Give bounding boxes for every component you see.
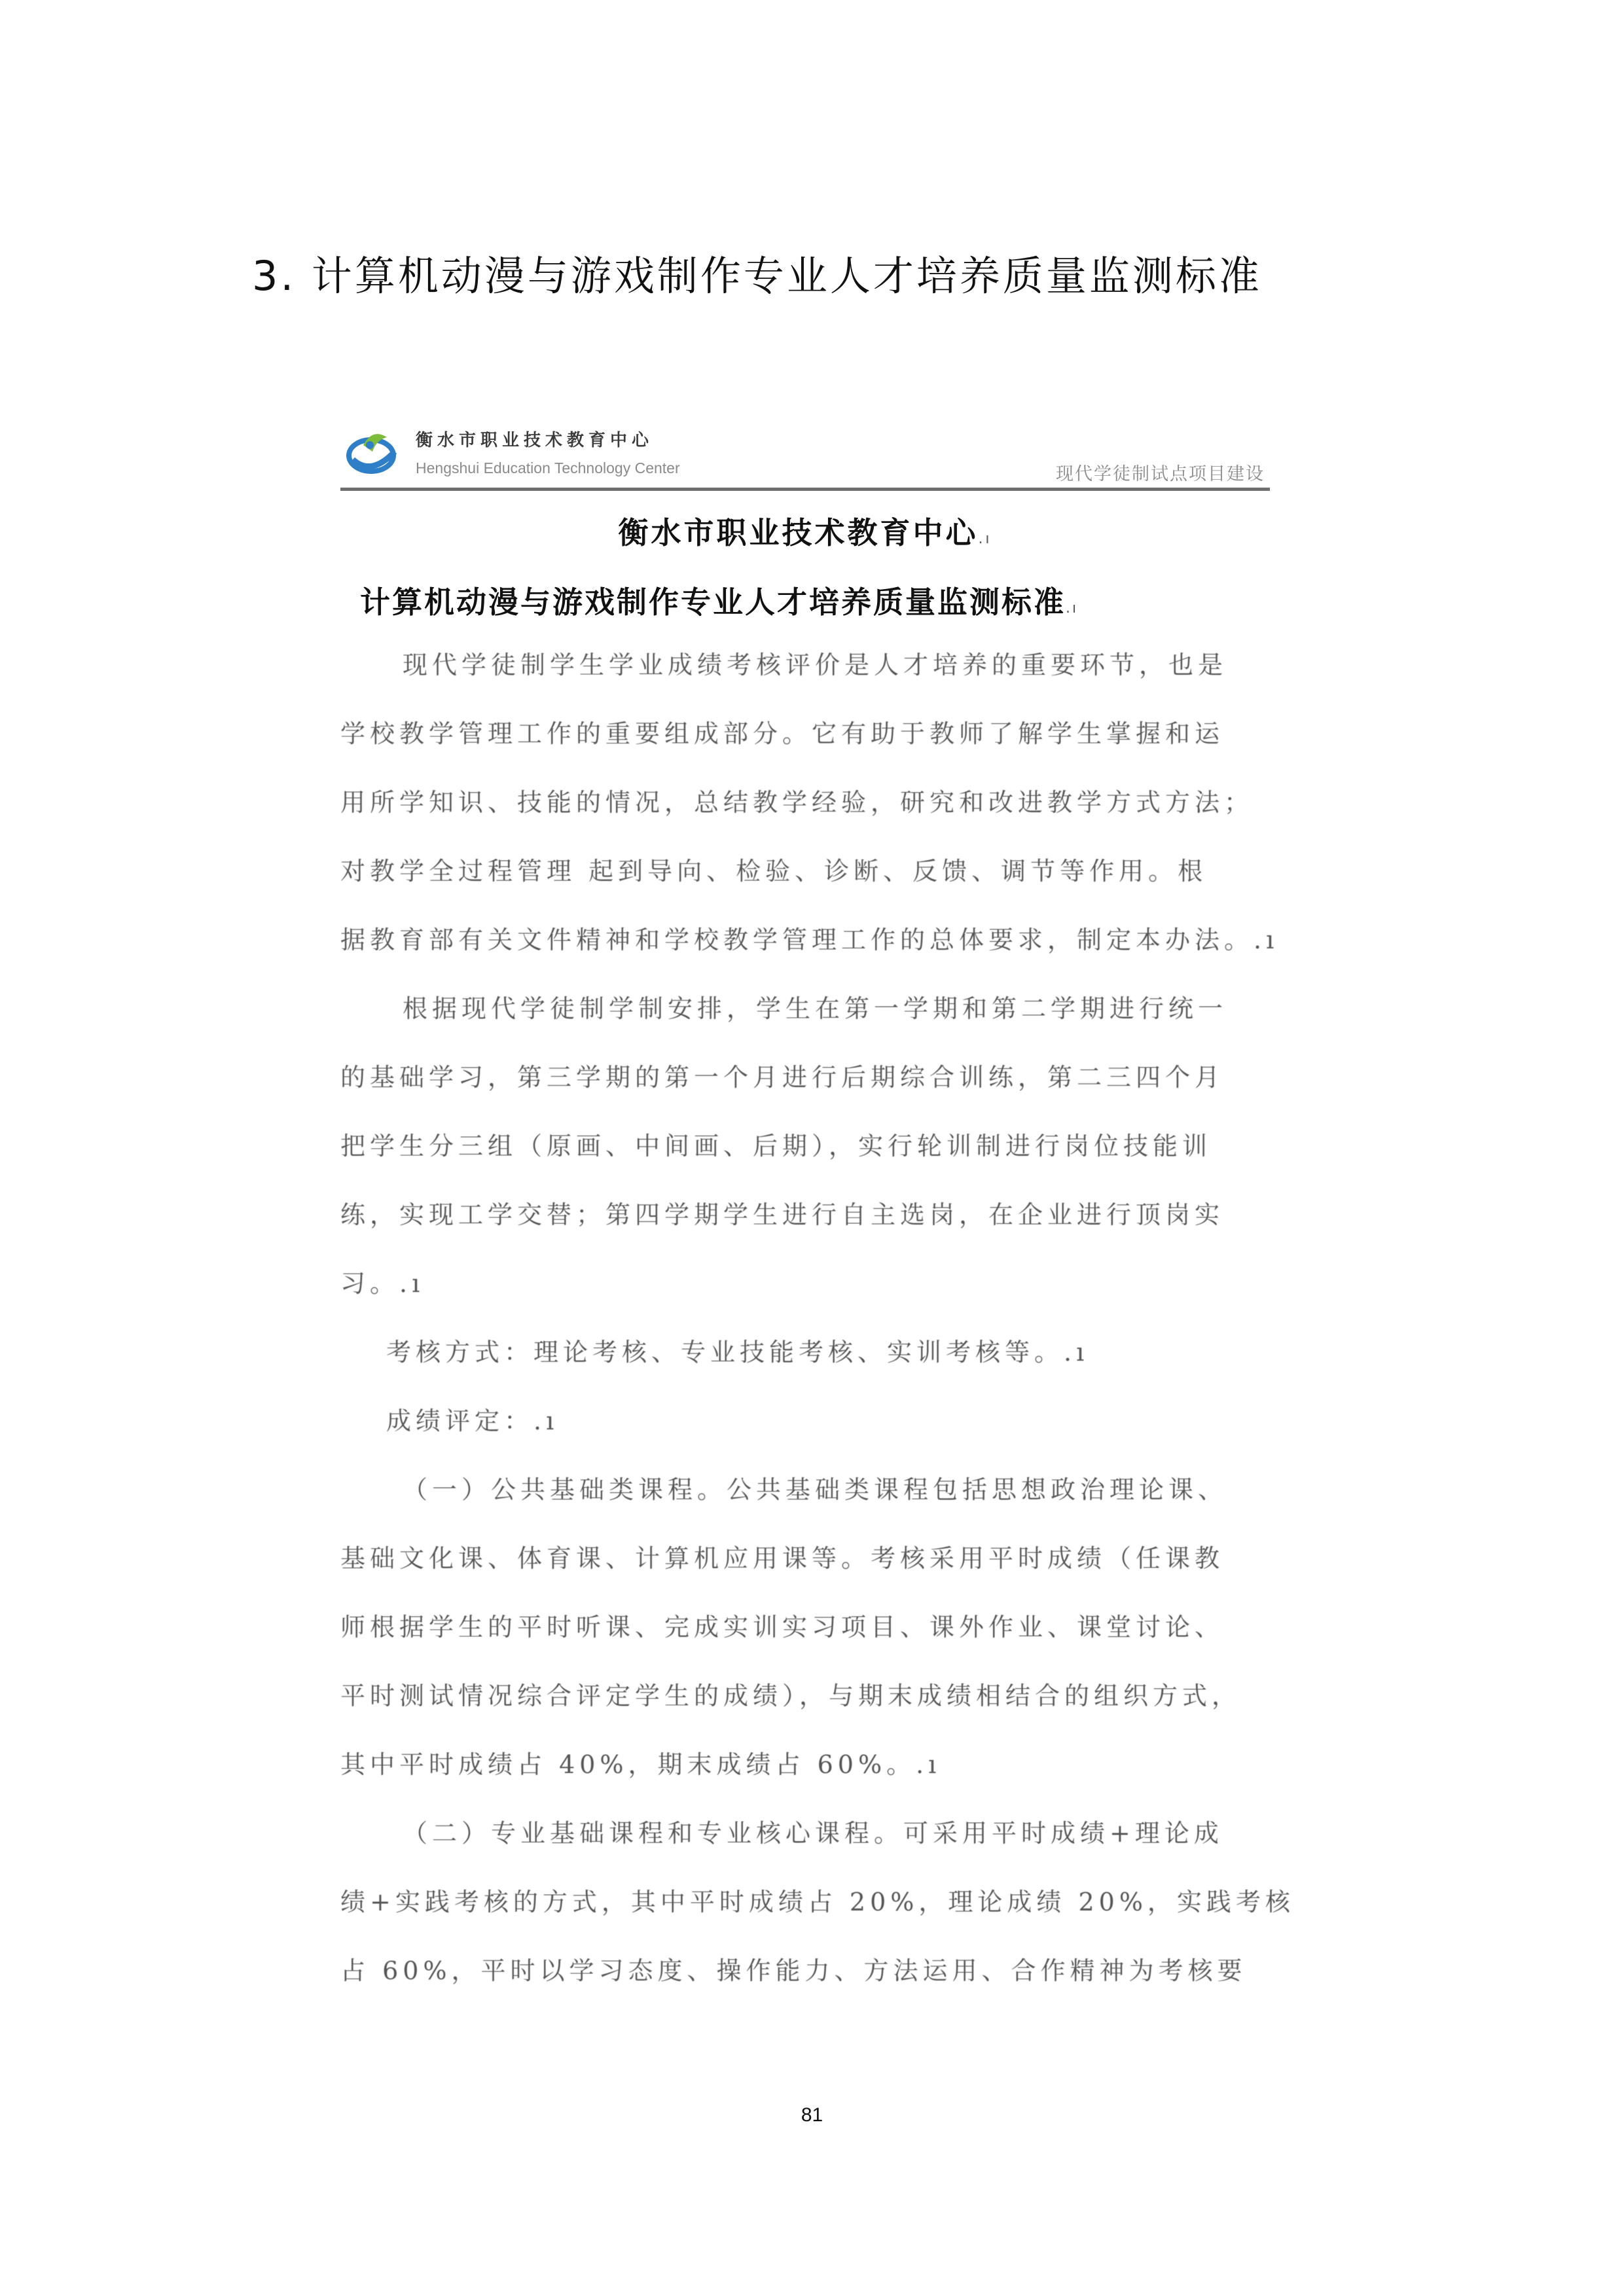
body-line: 现代学徒制学生学业成绩考核评价是人才培养的重要环节，也是	[403, 651, 1228, 679]
body-line: 习。.ı	[340, 1269, 425, 1298]
body-line: 考核方式：理论考核、专业技能考核、实训考核等。.ı	[386, 1338, 1089, 1367]
body-line: 师根据学生的平时听课、完成实训实习项目、课外作业、课堂讨论、	[340, 1613, 1225, 1641]
body-line: 平时测试情况综合评定学生的成绩），与期末成绩相结合的组织方式，	[340, 1681, 1242, 1710]
school-logo-icon	[344, 425, 403, 478]
body-line: 把学生分三组（原画、中间画、后期），实行轮训制进行岗位技能训	[340, 1132, 1212, 1160]
body-line: （一）公共基础类课程。公共基础类课程包括思想政治理论课、	[403, 1475, 1228, 1504]
body-line: 基础文化课、体育课、计算机应用课等。考核采用平时成绩（任课教	[340, 1544, 1225, 1573]
body-line: 对教学全过程管理 起到导向、检验、诊断、反馈、调节等作用。根	[340, 857, 1208, 886]
body-line: 的基础学习，第三学期的第一个月进行后期综合训练，第二三四个月	[340, 1063, 1225, 1092]
page-number: 81	[801, 2104, 823, 2126]
document-header	[340, 412, 1270, 491]
document-title-2: 计算机动漫与游戏制作专业人才培养质量监测标准.ı	[360, 584, 1079, 620]
body-line: 练，实现工学交替；第四学期学生进行自主选岗，在企业进行顶岗实	[340, 1200, 1225, 1229]
embedded-document-image	[340, 412, 1295, 2016]
body-line: 用所学知识、技能的情况，总结教学经验，研究和改进教学方式方法；	[340, 788, 1254, 817]
body-line: 根据现代学徒制学制安排，学生在第一学期和第二学期进行统一	[403, 994, 1228, 1023]
body-line: 占 60%，平时以学习态度、操作能力、方法运用、合作精神为考核要	[340, 1956, 1247, 1985]
header-org-name-cn: 衡水市职业技术教育中心	[416, 431, 654, 450]
body-line: 成绩评定：.ı	[386, 1407, 559, 1435]
body-line: 绩+实践考核的方式，其中平时成绩占 20%，理论成绩 20%，实践考核	[340, 1888, 1295, 1916]
section-title: 3. 计算机动漫与游戏制作专业人才培养质量监测标准	[252, 252, 1262, 300]
document-title-1: 衡水市职业技术教育中心.ı	[618, 515, 992, 550]
body-line: 据教育部有关文件精神和学校教学管理工作的总体要求，制定本办法。.ı	[340, 925, 1279, 954]
body-line: （二）专业基础课程和专业核心课程。可采用平时成绩+理论成	[403, 1819, 1223, 1848]
header-project-label: 现代学徒制试点项目建设	[1056, 464, 1265, 484]
header-org-name-en: Hengshui Education Technology Center	[416, 459, 680, 476]
body-line: 其中平时成绩占 40%，期末成绩占 60%。.ı	[340, 1750, 941, 1779]
body-line: 学校教学管理工作的重要组成部分。它有助于教师了解学生掌握和运	[340, 719, 1225, 748]
